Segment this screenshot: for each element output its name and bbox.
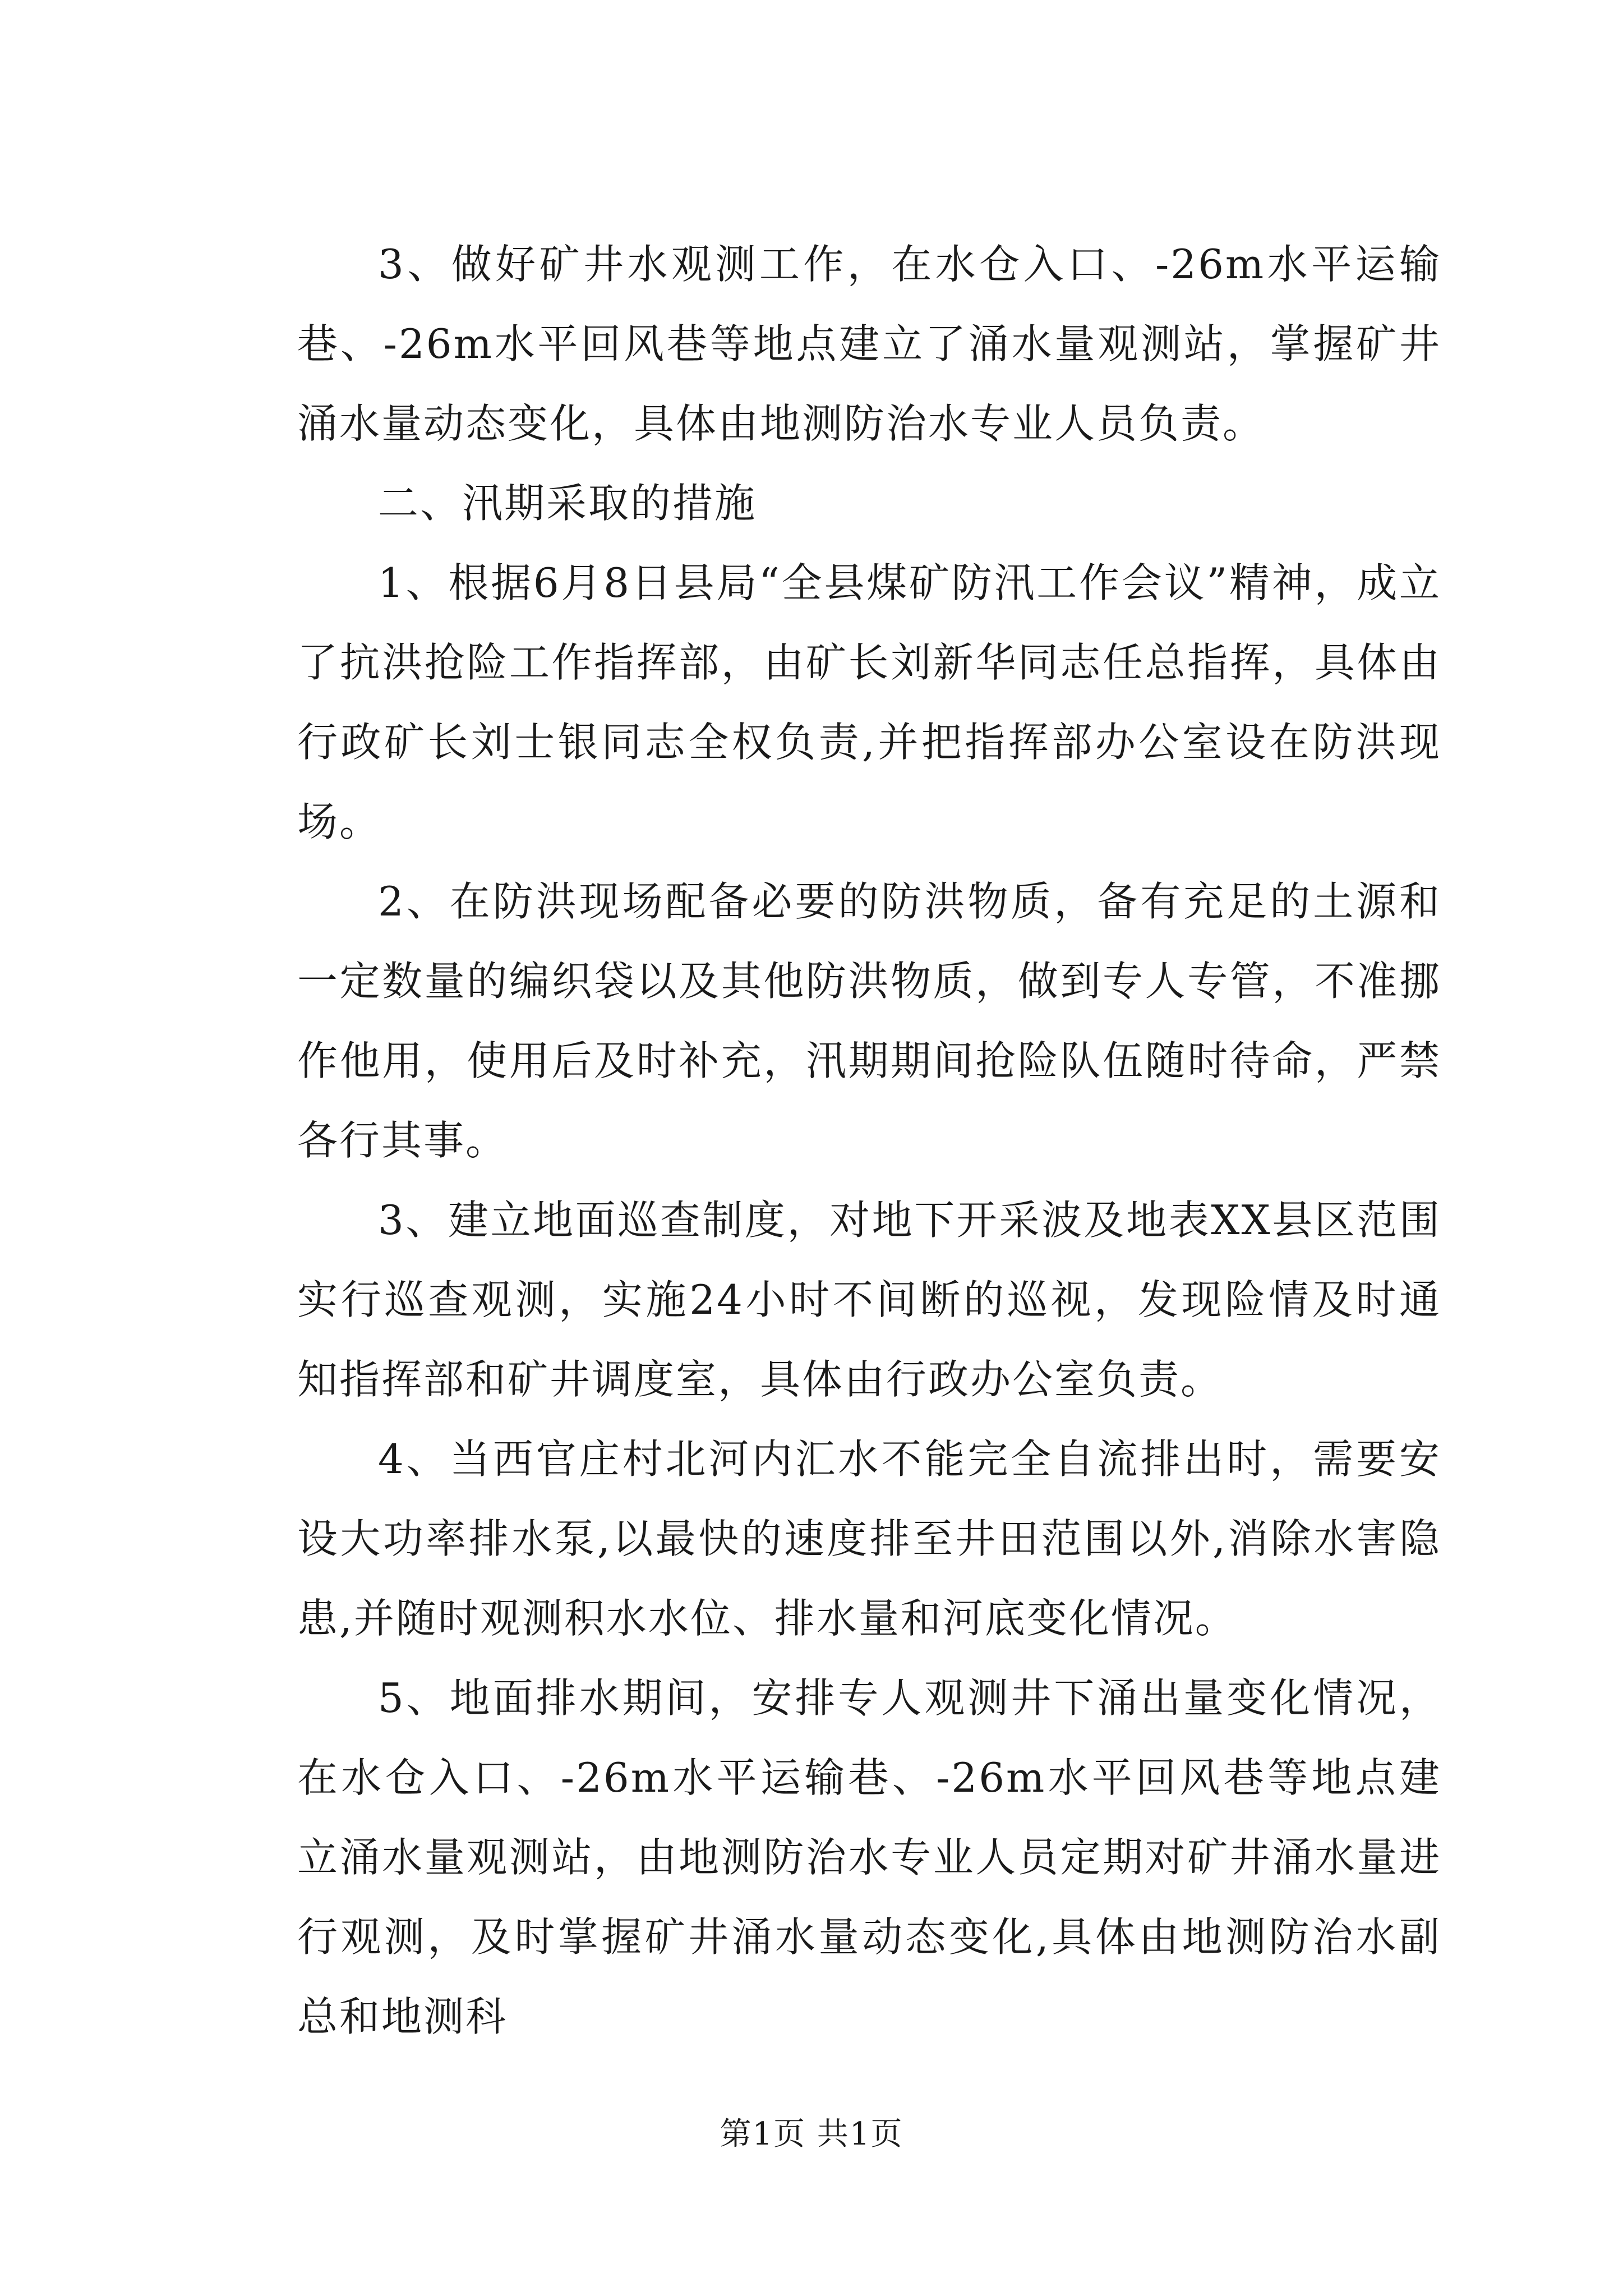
paragraph-ground-inspection: 3、建立地面巡查制度，对地下开采波及地表XX县区范围实行巡查观测，实施24小时不间断的巡视，发现险情及时通知指挥部和矿井调度室，具体由行政办公室负责。 <box>297 1197 1441 1403</box>
section-heading-flood-measures: 二、汛期采取的措施 <box>378 480 757 527</box>
page-footer: 第1页 共1页 <box>720 2116 903 2152</box>
document-body <box>297 224 1441 2056</box>
paragraph-flood-materials: 2、在防洪现场配备必要的防洪物质，备有充足的土源和一定数量的编织袋以及其他防洪物质，做到专人专管，不准挪作他用，使用后及时补充，汛期期间抢险队伍随时待命，严禁各行其事。 <box>297 878 1441 1164</box>
paragraph-water-observation: 3、做好矿井水观测工作，在水仓入口、-26m水平运输巷、-26m水平回风巷等地点建立了涌水量观测站，掌握矿井涌水量动态变化，具体由地测防治水专业人员负责。 <box>297 241 1441 447</box>
paragraph-command-center: 1、根据6月8日县局“全县煤矿防汛工作会议”精神，成立了抗洪抢险工作指挥部，由矿长刘新华同志任总指挥，具体由行政矿长刘士银同志全权负责,并把指挥部办公室设在防洪现场。 <box>297 559 1441 845</box>
paragraph-underground-monitoring: 5、地面排水期间，安排专人观测井下涌出量变化情况，在水仓入口、-26m水平运输巷、-26m水平回风巷等地点建立涌水量观测站，由地测防治水专业人员定期对矿井涌水量进行观测，及时掌握矿井涌水量动态变化,具体由地测防治水副总和地测科 <box>297 1674 1441 2040</box>
paragraph-drainage-pump: 4、当西官庄村北河内汇水不能完全自流排出时，需要安设大功率排水泵,以最快的速度排至井田范围以外,消除水害隐患,并随时观测积水水位、排水量和河底变化情况。 <box>297 1435 1441 1642</box>
